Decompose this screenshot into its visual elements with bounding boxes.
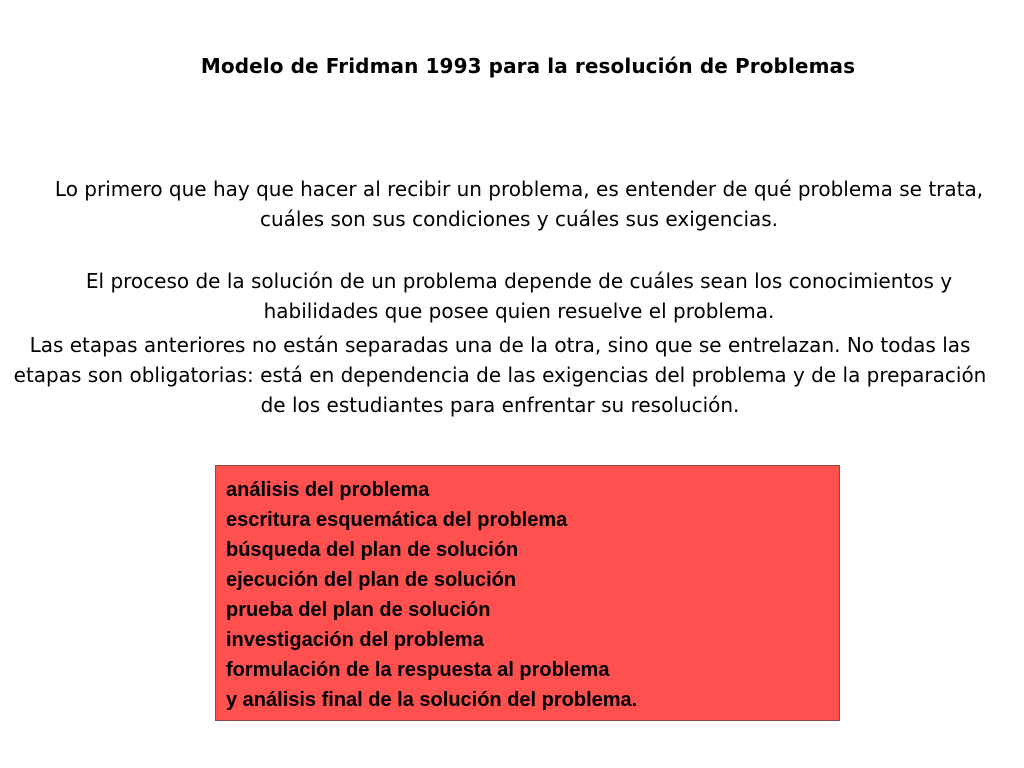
stage-item: escritura esquemática del problema xyxy=(226,509,568,531)
paragraph-understand-problem: Lo primero que hay que hacer al recibir un problema, es entender de qué problema se trata, cuáles son sus condiciones y cuáles sus exigencias. xyxy=(54,177,984,231)
stage-item: búsqueda del plan de solución xyxy=(226,539,519,561)
slide-title: Modelo de Fridman 1993 para la resolución de Problemas xyxy=(200,54,856,78)
stage-item: prueba del plan de solución xyxy=(226,599,491,621)
stages-box xyxy=(215,465,840,721)
paragraph-stages-interlaced: Las etapas anteriores no están separadas una de la otra, sino que se entrelazan. No todas las etapas son obligatorias: está en dependencia de las exigencias del problema y de la preparación de los estudiantes para enfrentar su resolución. xyxy=(13,333,987,417)
paragraph-solution-process: El proceso de la solución de un problema depende de cuáles sean los conocimientos y habilidades que posee quien resuelve el problema. xyxy=(85,269,953,323)
stages-list xyxy=(226,475,839,715)
stage-item: formulación de la respuesta al problema xyxy=(226,659,610,681)
stage-item: y análisis final de la solución del problema. xyxy=(226,689,638,711)
stage-item: investigación del problema xyxy=(226,629,484,651)
stage-item: ejecución del plan de solución xyxy=(226,569,517,591)
stage-item: análisis del problema xyxy=(226,479,430,501)
